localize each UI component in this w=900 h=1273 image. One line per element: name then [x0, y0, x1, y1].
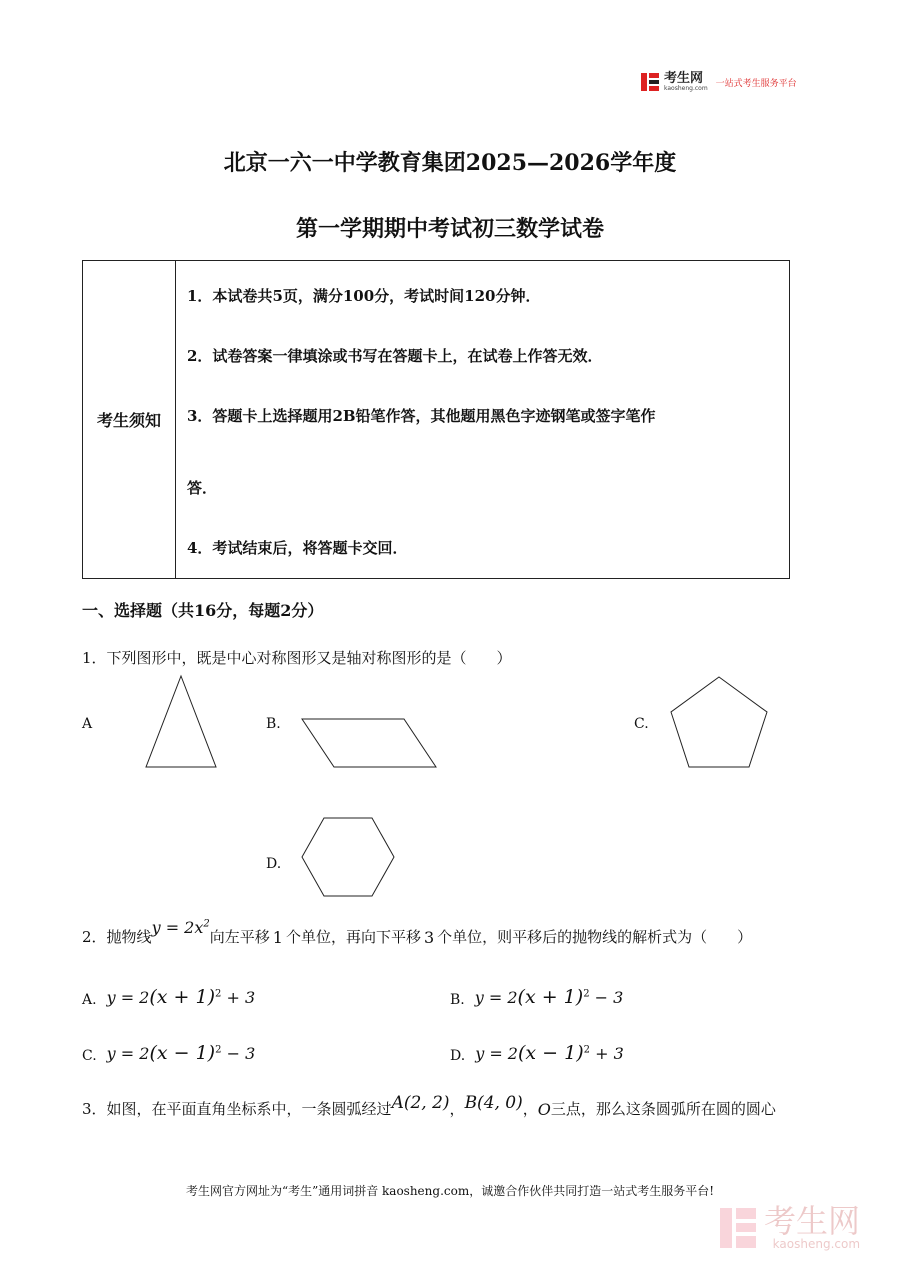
q2-d-post: + 3 [590, 1044, 624, 1063]
notice-item-1: 1．本试卷共5页，满分100分，考试时间120分钟． [187, 287, 541, 305]
q2-b-exp: 2 [583, 988, 590, 1000]
q3-point-a: A(2, 2) [391, 1093, 450, 1113]
q2-option-a-label: A. [82, 992, 97, 1008]
logo-sub-text: kaosheng.com [664, 85, 708, 92]
q3-text-b: 三点，那么这条圆弧所在圆的圆心 [550, 1100, 776, 1118]
notice-item-4: 4．考试结束后，将答题卡交回． [187, 539, 408, 557]
q2-option-c [82, 1042, 255, 1064]
q2-n2: 3 [423, 928, 435, 947]
q2-text-b: 向左平移 [209, 928, 270, 946]
q3-text-a: 如图，在平面直角坐标系中，一条圆弧经过 [106, 1100, 392, 1118]
q1-option-b-label: B. [266, 716, 281, 732]
parallelogram-icon [296, 714, 442, 772]
q3-number: 3． [82, 1100, 107, 1118]
q2-c-exp: 2 [215, 1044, 222, 1056]
footer-text: 考生网官方网址为“考生”通用词拼音 kaosheng.com，诚邀合作伙伴共同打造一站式考生服务平台! [185, 1184, 715, 1198]
q1-option-a-label: A [82, 716, 93, 732]
q1-option-c-label: C. [634, 716, 649, 732]
q2-number: 2． [82, 928, 107, 946]
q2-c-inner: (x − 1) [149, 1042, 216, 1064]
q2-option-d [450, 1042, 624, 1064]
q2-formula-exp: 2 [203, 918, 210, 930]
q2-option-c-label: C. [82, 1048, 97, 1064]
notice-item-3-cont: 答． [187, 479, 218, 497]
q3-point-b: B(4, 0) [464, 1093, 523, 1113]
exam-title-line1: 北京一六一中学教育集团2025—2026学年度 [223, 150, 677, 176]
q3-sep1: ， [449, 1100, 465, 1118]
q2-formula-base: y = 2x [151, 918, 204, 937]
q2-n1: 1 [272, 928, 283, 947]
section-choice-heading: 一、选择题（共16分，每题2分） [82, 601, 324, 620]
hexagon-icon [296, 812, 400, 904]
notice-table [82, 260, 790, 579]
q2-formula [152, 918, 210, 937]
watermark-main: 考生网 [764, 1202, 861, 1240]
q2-option-c-formula [107, 1042, 256, 1064]
q2-b-inner: (x + 1) [517, 986, 584, 1008]
q2-text-a: 抛物线 [106, 928, 152, 946]
notice-label: 考生须知 [83, 261, 176, 578]
q2-option-d-formula [475, 1042, 624, 1064]
q1-option-d-label: D. [266, 856, 282, 872]
q2-option-a-formula [107, 986, 256, 1008]
logo-main-text: 考生网 [664, 71, 704, 86]
q2-a-post: + 3 [221, 988, 256, 1007]
q3-sep2: ， [522, 1100, 538, 1118]
q2-a-exp: 2 [215, 988, 222, 1000]
watermark-logo-icon [718, 1206, 758, 1250]
q2-d-inner: (x − 1) [517, 1042, 584, 1064]
q2-c-pre: y = 2 [106, 1044, 150, 1063]
q3-stem [82, 1093, 776, 1119]
q2-text-d: 个单位，则平移后的抛物线的解析式为（ ） [437, 928, 753, 946]
kaosheng-logo-icon [640, 72, 660, 92]
triangle-icon [140, 672, 222, 772]
q1-stem: 1．下列图形中，既是中心对称图形又是轴对称图形的是（ ） [82, 649, 512, 667]
q2-text-c: 个单位，再向下平移 [285, 928, 421, 946]
notice-item-2: 2．试卷答案一律填涂或书写在答题卡上，在试卷上作答无效． [187, 347, 603, 365]
q2-b-post: − 3 [589, 988, 624, 1007]
watermark-sub: kaosheng.com [772, 1237, 861, 1251]
logo-slogan: 一站式考生服务平台 [715, 78, 797, 89]
exam-title-line2: 第一学期期中考试初三数学试卷 [295, 216, 604, 242]
header-logo [640, 72, 797, 92]
q2-c-post: − 3 [221, 1044, 256, 1063]
notice-item-3: 3．答题卡上选择题用2B铅笔作答，其他题用黑色字迹钢笔或签字笔作 [187, 407, 656, 425]
watermark-text [764, 1202, 861, 1251]
q2-option-b-label: B. [450, 992, 465, 1008]
q2-option-b-formula [475, 986, 624, 1008]
q2-option-d-label: D. [450, 1048, 466, 1064]
q2-d-pre: y = 2 [475, 1044, 518, 1063]
q2-option-a [82, 986, 255, 1008]
logo-text [664, 72, 708, 92]
pentagon-icon [664, 672, 774, 772]
q2-stem [82, 918, 753, 947]
q2-a-pre: y = 2 [106, 988, 150, 1007]
watermark [718, 1202, 861, 1251]
q2-b-pre: y = 2 [474, 988, 518, 1007]
q3-point-o: O [537, 1100, 551, 1119]
q2-d-exp: 2 [583, 1044, 590, 1056]
q2-a-inner: (x + 1) [149, 986, 215, 1008]
q2-option-b [450, 986, 623, 1008]
